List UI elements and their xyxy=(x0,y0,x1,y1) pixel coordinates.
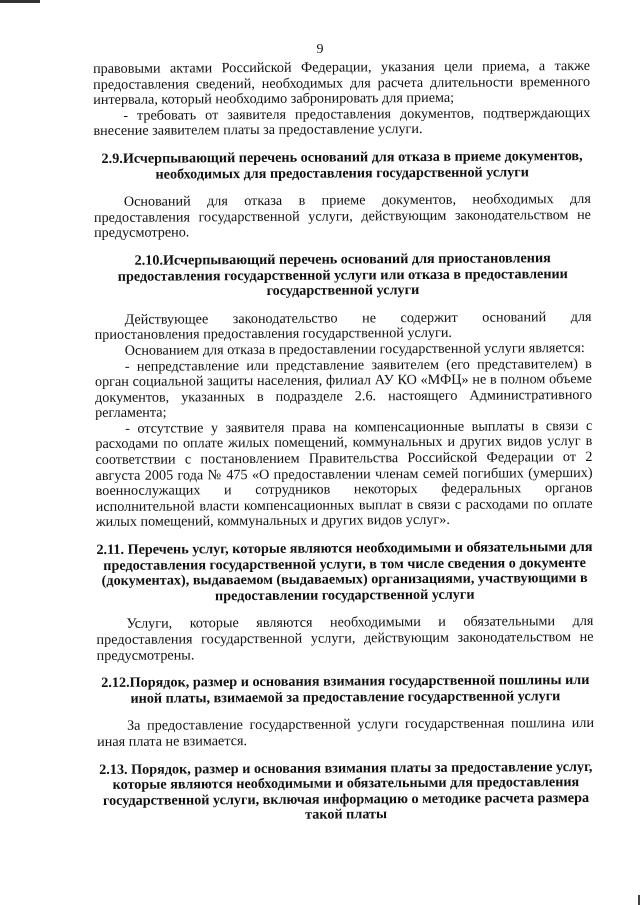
section-heading: 2.11. Перечень услуг, которые являются необходимыми и обязательными для предоставления государственной услуги, в том числе сведения о документе (документах), выдаваемом (выдаваемых) организациями, участвующими в предоставлении государственной услуги xyxy=(96,538,593,605)
body-paragraph: правовыми актами Российской Федерации, указания цели приема, а также предоставления сведений, необходимых для расчета длительности временного интервала, который необходимо забронировать для приема; xyxy=(92,57,591,109)
section-heading: 2.10.Исчерпывающий перечень оснований для приостановления предоставления государственной услуги или отказа в предоставлении государственной услуги xyxy=(117,250,568,300)
body-paragraph: Основанием для отказа в предоставлении государственной услуги является: xyxy=(124,339,585,359)
body-paragraph: Услуги, которые являются необходимыми и обязательными для предоставления государственной услуги, действующим законодательством не предусмотрены. xyxy=(96,613,594,664)
body-paragraph: Действующее законодательство не содержит оснований для приостановления предоставления государственной услуги. xyxy=(94,308,592,344)
body-paragraph: За предоставление государственной услуги государственная пошлина или иная плата не взимается. xyxy=(97,715,595,750)
page-number: 9 xyxy=(316,42,324,57)
section-heading: 2.12.Порядок, размер и основания взимания государственной пошлины или иной платы, взимаемой за предоставление государственной услуги xyxy=(101,672,590,707)
scan-edge-mark xyxy=(0,0,40,3)
body-paragraph: - отсутствие у заявителя права на компенсационные выплаты в связи с расходами по оплате жилых помещений, коммунальных и других видов услуг в соответствии с постановлением Правительства Российской Федерации от 2 августа 2005 года № 475 «О предоставлении членам семей погибших (умерших) военнослужащих и сотрудников некоторых федеральных органов исполнительной власти компенсационных выплат в связи с расходами по оплате жилых помещений, коммунальных и других видов услуг». xyxy=(95,417,593,531)
section-heading: 2.13. Порядок, размер и основания взимания платы за предоставление услуг, которые являются необходимыми и обязательными для предоставления государственной услуги, включая информацию о методике расчета размера такой платы xyxy=(99,758,593,824)
body-paragraph: Оснований для отказа в приеме документов, необходимых для предоставления государственной услуги, действующим законодательством не предусмотрено. xyxy=(93,191,591,242)
section-heading: 2.9.Исчерпывающий перечень оснований для отказа в приеме документов, необходимых для предоставления государственной услуги xyxy=(101,147,583,183)
document-body xyxy=(93,59,595,825)
body-paragraph: - требовать от заявителя предоставления документов, подтверждающих внесение заявителем платы за предоставление услуги. xyxy=(93,104,591,140)
body-paragraph: - непредставление или представление заявителем (его представителем) в орган социальной защиты населения, филиал АУ КО «МФЦ» не в полном объеме документов, указанных в подразделе 2.6. настоящего Административного регламента; xyxy=(94,355,593,422)
